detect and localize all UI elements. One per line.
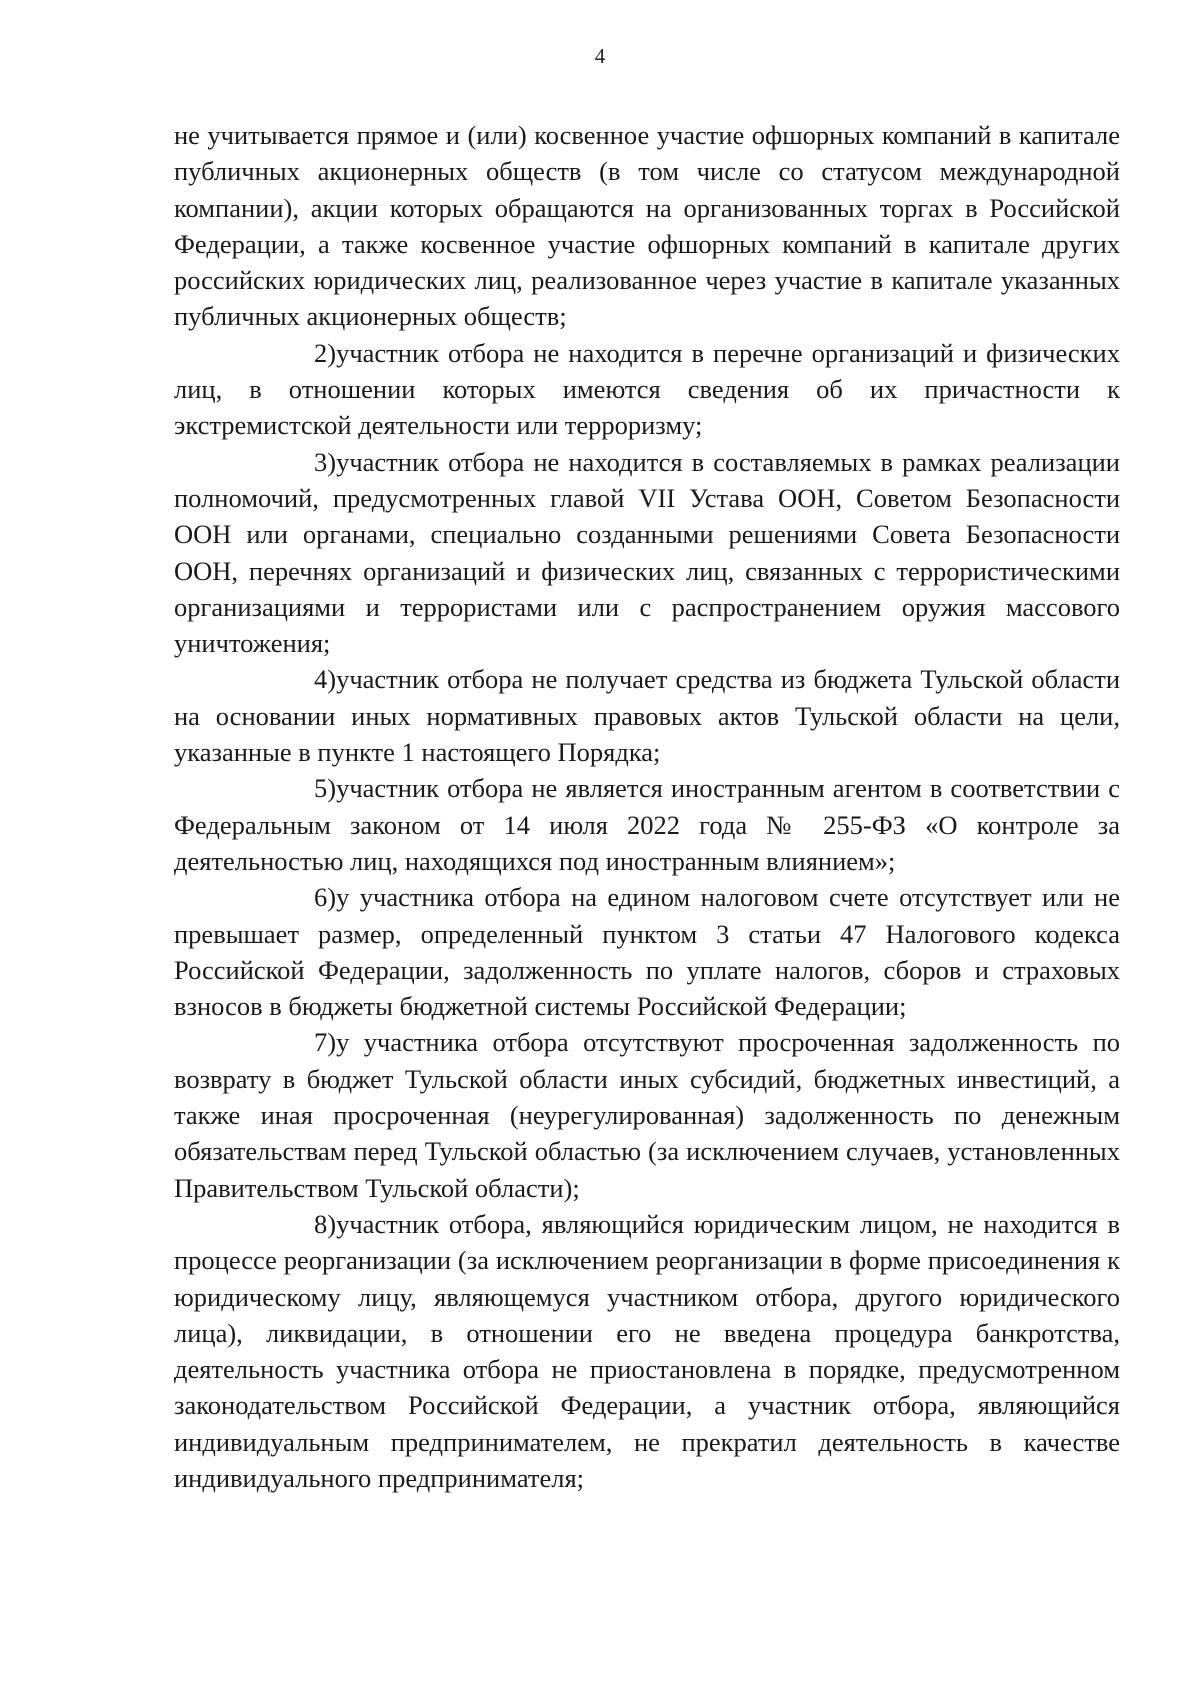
list-item-3: [174, 444, 1120, 662]
list-item-text: участник отбора не получает средства из бюджета Тульской области на основании иных нормативных правовых актов Тульской области на цели, указанные в пункте 1 настоящего Порядка;: [174, 664, 1120, 768]
list-item-text: участник отбора не является иностранным агентом в соответствии с Федеральным законом от 14 июля 2022 года № 255-ФЗ «О контроле за деятельностью лиц, находящихся под иностранным влиянием»;: [174, 773, 1120, 876]
list-item-text: участник отбора, являющийся юридическим лицом, не находится в процессе реорганизации (за исключением реорганизации в форме присоединения к юридическому лицу, являющемуся участником отбора, другого юридического лица), ликвидации, в отношении его не введена процедура банкротства, деятельность участника отбора не приостановлена в порядке, предусмотренном законодательством Российской Федерации, а участник отбора, являющийся индивидуальным предпринимателем, не прекратил деятельность в качестве индивидуального предпринимателя;: [174, 1208, 1120, 1493]
list-item-number: 6): [314, 882, 337, 913]
list-item-number: 5): [314, 773, 337, 804]
list-item-text: у участника отбора на едином налоговом счете отсутствует или не превышает размер, определенный пунктом 3 статьи 47 Налогового кодекса Российской Федерации, задолженность по уплате налогов, сборов и страховых взносов в бюджеты бюджетной системы Российской Федерации;: [174, 882, 1120, 1022]
list-item-5: [174, 770, 1120, 879]
document-body: [174, 117, 1120, 1496]
list-item-number: 7): [314, 1027, 337, 1058]
list-item-text: участник отбора не находится в перечне организаций и физических лиц, в отношении которых имеются сведения об их причастности к экстремистской деятельности или терроризму;: [174, 337, 1120, 441]
list-item-text: участник отбора не находится в составляемых в рамках реализации полномочий, предусмотренных главой VII Устава ООН, Советом Безопасности ООН или органами, специально созданными решениями Совета Безопасности ООН, перечнях организаций и физических лиц, связанных с террористическими организациями и террористами или с распространением оружия массового уничтожения;: [174, 446, 1120, 659]
list-item-7: [174, 1024, 1120, 1205]
list-item-number: 8): [314, 1208, 337, 1239]
list-item-number: 4): [314, 664, 337, 695]
list-item-4: [174, 661, 1120, 770]
list-item-8: [174, 1206, 1120, 1496]
page-number: 4: [594, 44, 606, 68]
list-item-number: 2): [314, 337, 337, 368]
list-item-2: [174, 335, 1120, 444]
continuation-paragraph: не учитывается прямое и (или) косвенное участие офшорных компаний в капитале публичных акционерных обществ (в том числе со статусом международной компании), акции которых обращаются на организованных торгах в Российской Федерации, а также косвенное участие офшорных компаний в капитале других российских юридических лиц, реализованное через участие в капитале указанных публичных акционерных обществ;: [174, 120, 1120, 332]
list-item-text: у участника отбора отсутствуют просроченная задолженность по возврату в бюджет Тульской области иных субсидий, бюджетных инвестиций, а также иная просроченная (неурегулированная) задолженность по денежным обязательствам перед Тульской областью (за исключением случаев, установленных Правительством Тульской области);: [174, 1027, 1120, 1203]
list-item-number: 3): [314, 446, 337, 477]
list-item-6: [174, 879, 1120, 1024]
